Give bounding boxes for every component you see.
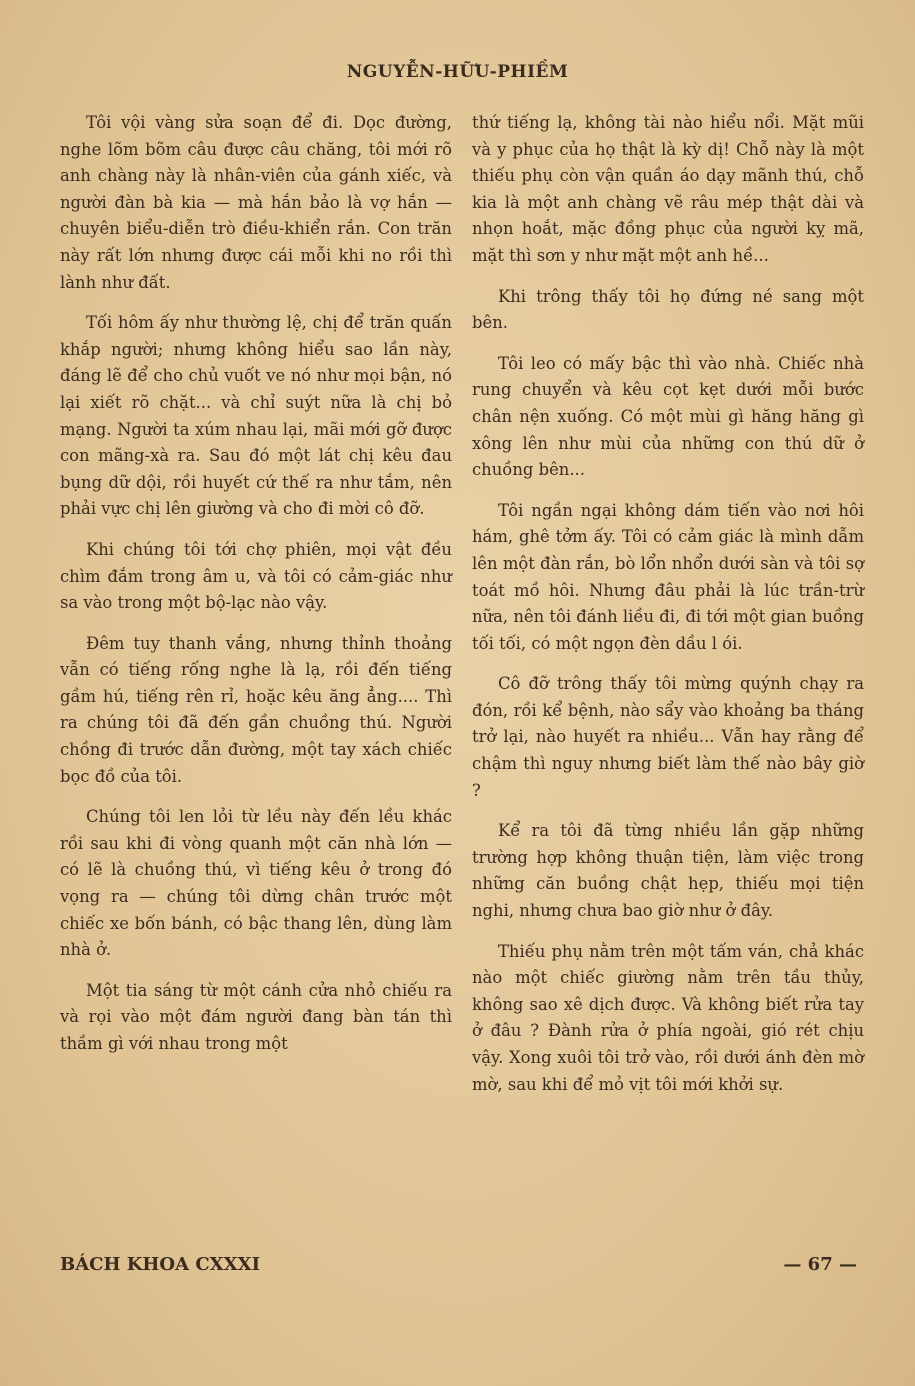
- magazine-issue: BÁCH KHOA CXXXI: [60, 1254, 260, 1275]
- running-title: NGUYỄN-HỮU-PHIỀM: [346, 62, 569, 82]
- paragraph: Một tia sáng từ một cánh cửa nhỏ chiếu ra và rọi vào một đám người đang bàn tán thì thầm gì với nhau trong một: [60, 980, 452, 1053]
- paragraph: Tôi vội vàng sửa soạn để đi. Dọc đường, nghe lõm bõm câu được câu chăng, tôi mới rõ anh chàng này là nhân-viên của gánh xiếc, và người đàn bà kia — mà hắn bảo là vợ hắn — chuyên biểu-diễn trò điều-khiển rắn. Con trăn này rất lớn nhưng được cái mỗi khi no rồi thì lành như đất.: [60, 113, 452, 292]
- right-column: [472, 110, 864, 1112]
- paragraph: Khi chúng tôi tới chợ phiên, mọi vật đều chìm đắm trong âm u, và tôi có cảm-giác như sa vào trong một bộ-lạc nào vậy.: [60, 539, 452, 613]
- paragraph: Kể ra tôi đã từng nhiều lần gặp những trường hợp không thuận tiện, làm việc trong những căn buồng chật hẹp, thiếu mọi tiện nghi, nhưng chưa bao giờ như ở đây.: [472, 821, 864, 921]
- paragraph: thứ tiếng lạ, không tài nào hiểu nổi. Mặt mũi và y phục của họ thật là kỳ dị! Chỗ này là một thiếu phụ còn vận quần áo dạy mãnh thú, chỗ kia là một anh chàng vẽ râu mép thật dài và nhọn hoắt, mặc đồng phục của người kỵ mã, mặt thì sơn y như mặt một anh hề...: [472, 113, 864, 265]
- paragraph: Tôi leo có mấy bậc thì vào nhà. Chiếc nhà rung chuyển và kêu cọt kẹt dưới mỗi bước chân nện xuống. Có một mùi gì hăng hăng gì xông lên như mùi của những con thú dữ ở chuồng bên...: [472, 353, 864, 480]
- paragraph: Tối hôm ấy như thường lệ, chị để trăn quấn khắp người; nhưng không hiểu sao lần này, đáng lẽ để cho chủ vuốt ve nó như mọi bận, nó lại xiết rõ chặt... và chỉ suýt nữa là chị bỏ mạng. Người ta xúm nhau lại, mãi mới gỡ được con mãng-xà ra. Sau đó một lát chị kêu đau bụng dữ dội, rồi huyết cứ thế ra như tắm, nên phải vực chị lên giường và cho đi mời cô đỡ.: [60, 313, 452, 519]
- paragraph: Chúng tôi len lỏi từ lều này đến lều khác rồi sau khi đi vòng quanh một căn nhà lớn — có lẽ là chuồng thú, vì tiếng kêu ở trong đó vọng ra — chúng tôi dừng chân trước một chiếc xe bốn bánh, có bậc thang lên, dùng làm nhà ở.: [60, 807, 452, 960]
- page-number: — 67 —: [783, 1254, 857, 1275]
- paragraph: Khi trông thấy tôi họ đứng né sang một bên.: [472, 286, 864, 333]
- paragraph: Tôi ngần ngại không dám tiến vào nơi hôi hám, ghê tởm ấy. Tôi có cảm giác là mình dẫm lên một đàn rắn, bò lổn nhổn dưới sàn và tôi sợ toát mồ hôi. Nhưng đâu phải là lúc trần-trừ nữa, nên tôi đánh liều đi, đi tới một gian buồng tối tối, có một ngọn đèn dầu l ói.: [472, 500, 864, 653]
- paragraph: Cô đỡ trông thấy tôi mừng quýnh chạy ra đón, rồi kể bệnh, nào sẩy vào khoảng ba tháng trở lại, nào huyết ra nhiều... Vẫn hay rằng để chậm thì nguy nhưng biết làm thế nào bây giờ ?: [472, 674, 864, 800]
- paragraph: Thiếu phụ nằm trên một tấm ván, chả khác nào một chiếc giường nằm trên tầu thủy, không sao xê dịch được. Và không biết rửa tay ở đâu ? Đành rửa ở phía ngoài, gió rét chịu vậy. Xong xuôi tôi trở vào, rồi dưới ánh đèn mờ mờ, sau khi để mỏ vịt tôi mới khởi sự.: [472, 941, 864, 1094]
- left-column: [60, 110, 452, 1072]
- paragraph: Đêm tuy thanh vắng, nhưng thỉnh thoảng vẫn có tiếng rống nghe là lạ, rồi đến tiếng gầm hú, tiếng rên rỉ, hoặc kêu ăng ẳng.... Thì ra chúng tôi đã đến gần chuồng thú. Người chồng đi trước dẫn đường, một tay xách chiếc bọc đồ của tôi.: [60, 633, 452, 786]
